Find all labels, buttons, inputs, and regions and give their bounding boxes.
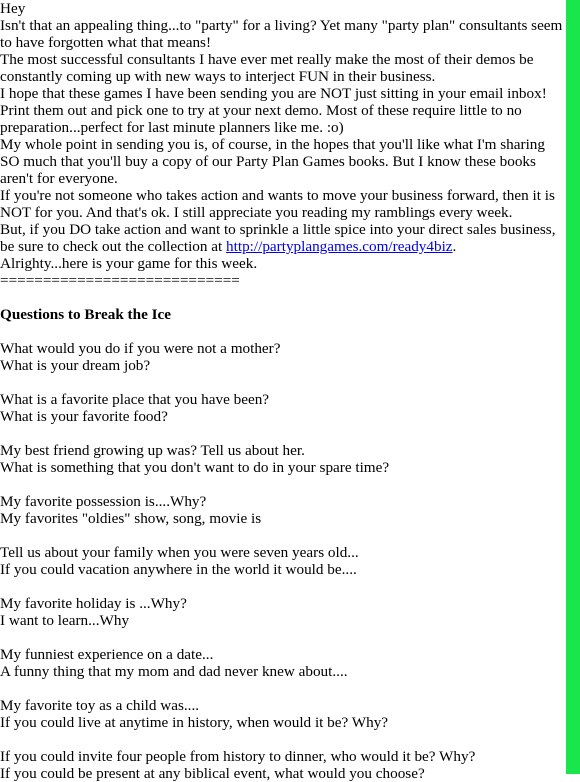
question-item: My favorite holiday is ...Why?	[0, 595, 187, 612]
paragraph-spice	[0, 221, 566, 255]
question-item: If you could invite four people from history to dinner, who would it be? Why?	[0, 748, 476, 765]
paragraph-party: Isn't that an appealing thing...to "party" for a living? Yet many "party plan" consultants seem to have forgotten what that means!	[0, 17, 563, 51]
question-item: A funny thing that my mom and dad never knew about....	[0, 663, 348, 680]
question-item: My funniest experience on a date...	[0, 646, 214, 663]
spacer	[0, 578, 566, 595]
spacer	[0, 476, 566, 493]
section-heading: Questions to Break the Ice	[0, 306, 171, 323]
spacer	[0, 731, 566, 748]
question-item: If you could vacation anywhere in the world it would be....	[0, 561, 357, 578]
question-item: If you could be present at any biblical event, what would you choose?	[0, 765, 425, 782]
accent-side-bar	[566, 0, 580, 774]
spacer	[0, 374, 566, 391]
closing-line: Alrighty...here is your game for this week.	[0, 255, 258, 272]
spacer	[0, 289, 566, 306]
question-item: My favorite toy as a child was....	[0, 697, 200, 714]
spice-text: But, if you DO take action and want to sprinkle a little spice into your direct sales business, be sure to check out the collection at	[0, 221, 556, 255]
question-item: My best friend growing up was? Tell us about her.	[0, 442, 305, 459]
question-item: What is your dream job?	[0, 357, 151, 374]
question-item: What is something that you don't want to do in your spare time?	[0, 459, 390, 476]
paragraph-action: If you're not someone who takes action and wants to move your business forward, then it is NOT for you. And that's ok. I still appreciate you reading my ramblings every week.	[0, 187, 555, 221]
spacer	[0, 527, 566, 544]
question-item: Tell us about your family when you were seven years old...	[0, 544, 359, 561]
divider: ============================	[0, 272, 240, 289]
collection-link[interactable]: http://partyplangames.com/ready4biz	[226, 238, 453, 255]
question-list	[0, 323, 566, 782]
question-item: I want to learn...Why	[0, 612, 130, 629]
spacer	[0, 629, 566, 646]
paragraph-successful: The most successful consultants I have ever met really make the most of their demos be constantly coming up with new ways to interject FUN in their business.	[0, 51, 534, 85]
question-item: What is a favorite place that you have been?	[0, 391, 270, 408]
question-item: If you could live at anytime in history, when would it be? Why?	[0, 714, 389, 731]
question-item: What is your favorite food?	[0, 408, 168, 425]
spacer	[0, 323, 566, 340]
paragraph-purpose: My whole point in sending you is, of course, in the hopes that you'll like what I'm sharing SO much that you'll buy a copy of our Party Plan Games books. But I know these books aren't for everyone.	[0, 136, 545, 187]
greeting: Hey	[0, 0, 26, 17]
spacer	[0, 425, 566, 442]
paragraph-inbox: I hope that these games I have been sending you are NOT just sitting in your email inbox! Print them out and pick one to try at your next demo. Most of these require little to no preparation...perfect for last minute planners like me. :o)	[0, 85, 547, 136]
spice-end: .	[452, 238, 457, 255]
question-item: My favorite possession is....Why?	[0, 493, 207, 510]
question-item: My favorites "oldies" show, song, movie is	[0, 510, 262, 527]
question-item: What would you do if you were not a mother?	[0, 340, 281, 357]
spacer	[0, 680, 566, 697]
